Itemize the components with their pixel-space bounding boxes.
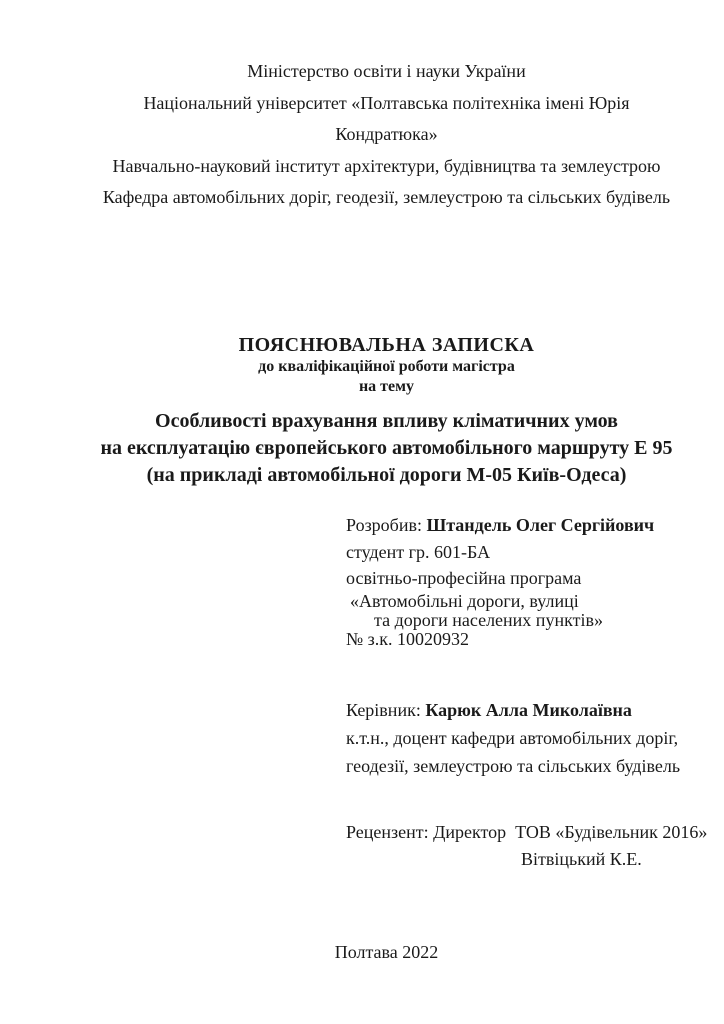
thesis-title-line-2: на експлуатацію європейського автомобільного маршруту Е 95 <box>100 437 673 459</box>
reviewer-name: Вітвіцький К.Е. <box>521 849 642 869</box>
program-label: освітньо-професійна програма <box>346 568 582 588</box>
developer-name: Штандель Олег Сергійович <box>426 515 655 535</box>
institute-line: Навчально-науковий інститут архітектури, будівництва та землеустрою <box>112 155 661 176</box>
reviewer-title: Директор ТОВ «Будівельник 2016» <box>433 822 708 842</box>
document-type-subtitle: до кваліфікаційної роботи магістра <box>258 358 515 375</box>
thesis-title <box>95 408 678 489</box>
institution-header <box>95 56 678 214</box>
developer-line <box>346 512 654 539</box>
reviewer-label: Рецензент: <box>346 822 434 842</box>
supervisor-line <box>346 696 680 724</box>
program-name-line-1: «Автомобільні дороги, вулиці <box>350 591 579 611</box>
document-type-block <box>95 334 678 396</box>
developer-group: студент гр. 601-БА <box>346 542 491 562</box>
record-book-number: № з.к. 10020932 <box>346 629 470 649</box>
theme-label: на тему <box>358 378 415 395</box>
supervisor-name: Карюк Алла Миколаївна <box>425 700 632 720</box>
supervisor-position-line-1: к.т.н., доцент кафедри автомобільних доріг, <box>346 728 679 748</box>
department-line: Кафедра автомобільних доріг, геодезії, землеустрою та сільських будівель <box>102 187 671 208</box>
document-type-title: ПОЯСНЮВАЛЬНА ЗАПИСКА <box>238 334 535 356</box>
ministry-line: Міністерство освіти і науки України <box>247 61 526 81</box>
thesis-title-line-3: (на прикладі автомобільної дороги М-05 Київ-Одеса) <box>146 464 627 486</box>
reviewer-line <box>346 819 707 846</box>
reviewer-block <box>346 819 707 873</box>
supervisor-position-line-2: геодезії, землеустрою та сільських будівель <box>346 756 681 776</box>
supervisor-block <box>346 696 680 780</box>
program-name-line-2: та дороги населених пунктів» <box>374 610 603 630</box>
developer-block <box>346 512 654 649</box>
city-year: Полтава 2022 <box>334 942 439 962</box>
supervisor-label: Керівник: <box>346 700 426 720</box>
university-line: Національний університет «Полтавська політехніка імені Юрія Кондратюка» <box>143 92 630 145</box>
thesis-title-line-1: Особливості врахування впливу кліматичних умов <box>155 410 618 432</box>
developer-label: Розробив: <box>346 515 427 535</box>
